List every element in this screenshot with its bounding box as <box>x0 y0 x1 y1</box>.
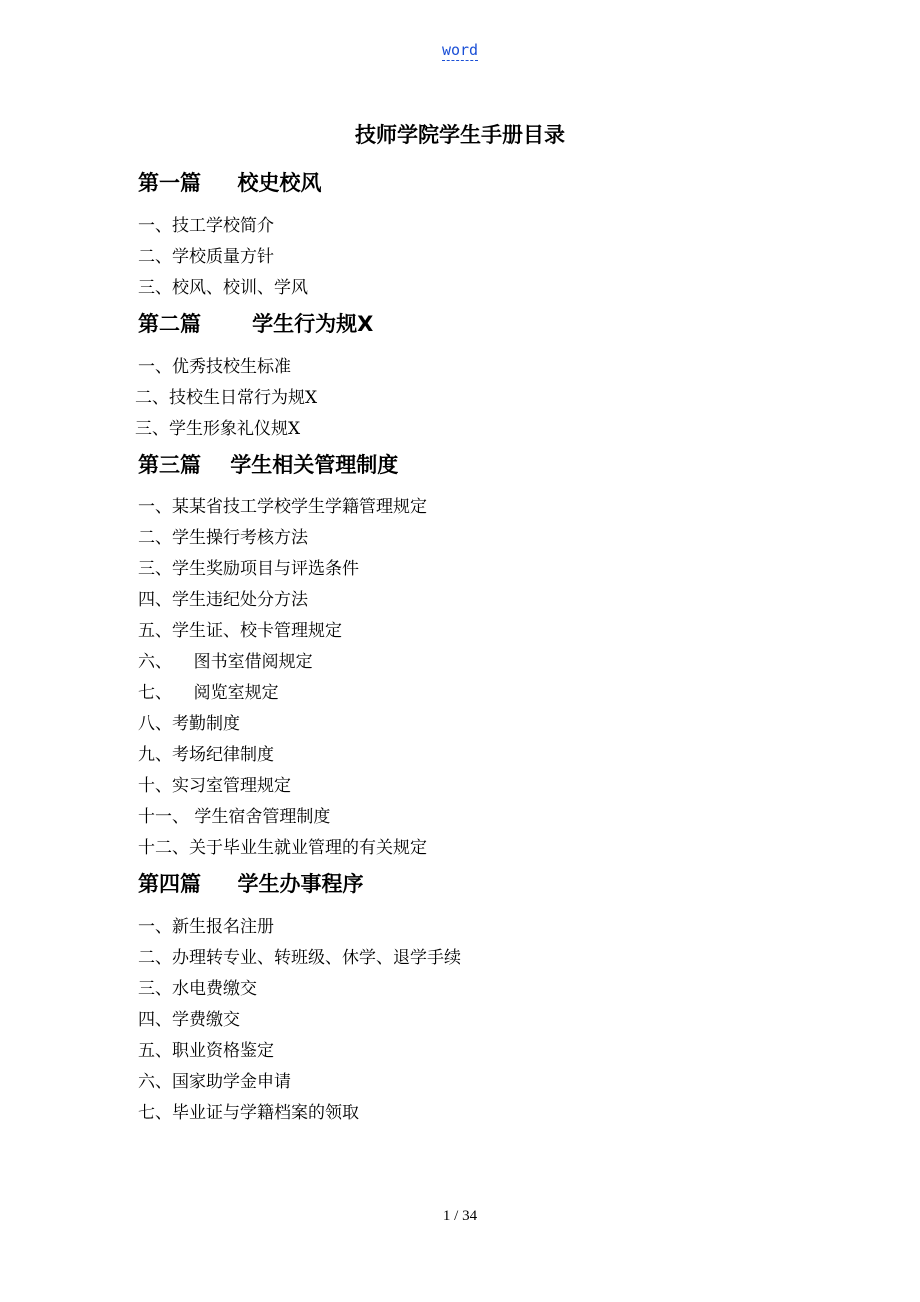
toc-item: 三、学生奖励项目与评选条件 <box>138 559 359 579</box>
toc-item: 七、毕业证与学籍档案的领取 <box>138 1103 359 1123</box>
part-heading-4: 第四篇 学生办事程序 <box>138 872 364 896</box>
part-heading-2: 第二篇 学生行为规X <box>138 312 374 336</box>
toc-item: 三、校风、校训、学风 <box>138 278 308 298</box>
toc-item: 三、水电费缴交 <box>138 979 257 999</box>
part-heading-1: 第一篇 校史校风 <box>138 171 322 195</box>
toc-item: 八、考勤制度 <box>138 714 240 734</box>
toc-item: 一、新生报名注册 <box>138 917 274 937</box>
toc-item: 四、学生违纪处分方法 <box>138 590 308 610</box>
toc-item: 一、优秀技校生标准 <box>138 357 291 377</box>
toc-item: 四、学费缴交 <box>138 1010 240 1030</box>
toc-item: 六、国家助学金申请 <box>138 1072 291 1092</box>
toc-item: 十一、 学生宿舍管理制度 <box>138 807 331 827</box>
toc-item: 九、考场纪律制度 <box>138 745 274 765</box>
toc-item: 五、职业资格鉴定 <box>138 1041 274 1061</box>
toc-item: 二、办理转专业、转班级、休学、退学手续 <box>138 948 461 968</box>
toc-item: 七、 阅览室规定 <box>138 683 279 703</box>
part-heading-3: 第三篇 学生相关管理制度 <box>138 453 399 477</box>
toc-item: 一、某某省技工学校学生学籍管理规定 <box>138 497 427 517</box>
toc-item: 二、技校生日常行为规X <box>135 388 318 408</box>
toc-item: 一、技工学校简介 <box>138 216 274 236</box>
toc-item: 三、学生形象礼仪规X <box>135 419 301 439</box>
word-link[interactable]: word <box>441 41 479 59</box>
document-title: 技师学院学生手册目录 <box>355 123 565 147</box>
toc-item: 二、学校质量方针 <box>138 247 274 267</box>
toc-item: 六、 图书室借阅规定 <box>138 652 313 672</box>
header <box>0 40 920 60</box>
toc-item: 二、学生操行考核方法 <box>138 528 308 548</box>
toc-item: 十二、关于毕业生就业管理的有关规定 <box>138 838 427 858</box>
page-number: 1 / 34 <box>442 1208 478 1224</box>
toc-item: 五、学生证、校卡管理规定 <box>138 621 342 641</box>
toc-item: 十、实习室管理规定 <box>138 776 291 796</box>
